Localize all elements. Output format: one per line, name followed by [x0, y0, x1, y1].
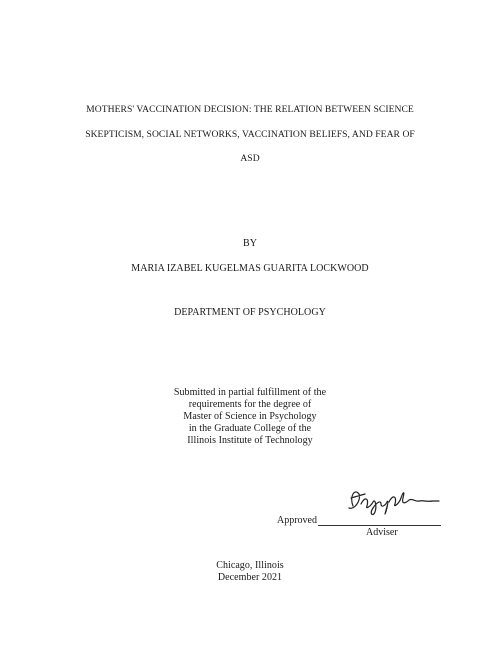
submission-line-5: Illinois Institute of Technology: [187, 435, 313, 446]
adviser-signature: [343, 484, 441, 518]
submission-line-3: Master of Science in Psychology: [183, 411, 317, 422]
author-name: MARIA IZABEL KUGELMAS GUARITA LOCKWOOD: [131, 263, 369, 274]
place: Chicago, Illinois: [216, 560, 284, 571]
title-line-1: MOTHERS' VACCINATION DECISION: THE RELATION BETWEEN SCIENCE: [86, 104, 414, 115]
date: December 2021: [217, 572, 283, 583]
approved-label: Approved: [277, 515, 317, 526]
signature-line: [318, 525, 441, 526]
submission-line-1: Submitted in partial fulfillment of the: [173, 387, 327, 398]
submission-line-2: requirements for the degree of: [188, 399, 312, 410]
submission-line-4: in the Graduate College of the: [188, 423, 312, 434]
adviser-label: Adviser: [366, 527, 398, 538]
by-label: BY: [243, 238, 257, 249]
title-line-2: SKEPTICISM, SOCIAL NETWORKS, VACCINATION BELIEFS, AND FEAR OF: [85, 129, 415, 140]
title-line-3: ASD: [240, 153, 260, 164]
department: DEPARTMENT OF PSYCHOLOGY: [174, 307, 326, 318]
